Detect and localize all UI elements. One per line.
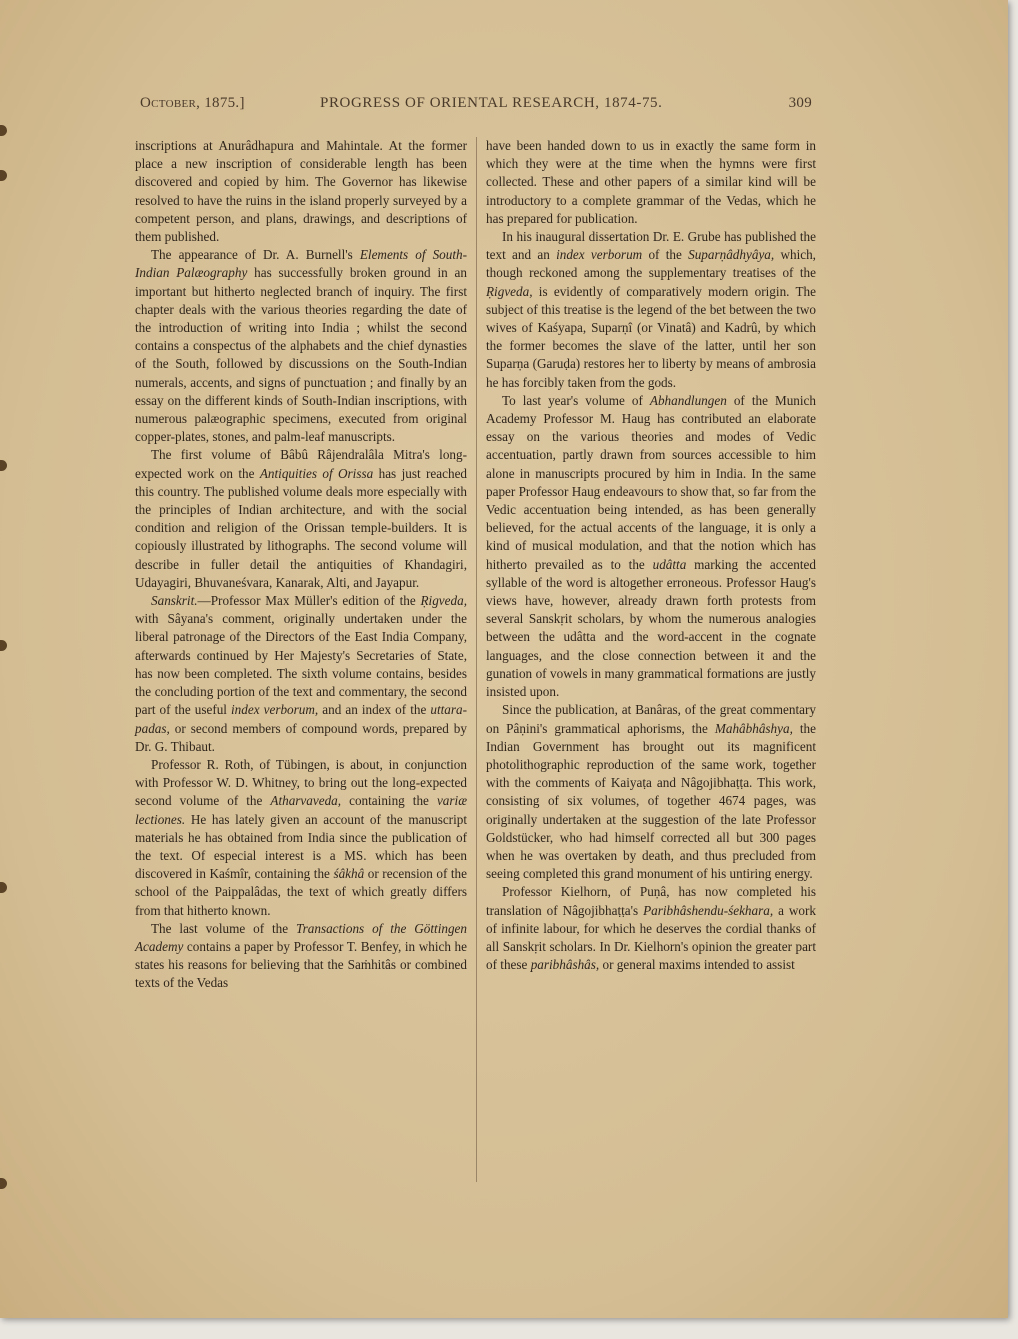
italic-text: Mahâbhâshya, — [714, 720, 793, 736]
italic-text: Ṛigveda, — [486, 283, 533, 299]
paragraph — [135, 137, 467, 246]
text-run: The first volume of Bâbû Râjendralâla Mitra's long-expected work on the — [135, 447, 467, 481]
binding-hole — [0, 640, 7, 651]
text-run: the Indian Government has brought out its magnificent photolithographic reproduction of the same work, together with the comments of Kaiyaṭa and Nâgojibhaṭṭa. This work, consisting of six volumes, of together 4674 pages, was originally undertaken at the suggestion of the late Professor Goldstücker, who had himself corrected all but 300 pages when he was overtaken by death, and thus precluded from seeing completed this grand monument of his untiring energy. — [486, 720, 816, 882]
italic-text: index verborum — [556, 247, 643, 263]
italic-text: udâtta — [652, 556, 687, 572]
text-run: containing the — [341, 793, 437, 809]
paragraph — [135, 756, 467, 920]
binding-hole — [0, 460, 7, 471]
italic-text: Elements of South-Indian Palæography — [135, 247, 468, 281]
italic-text: Sanskrit. — [151, 593, 198, 609]
text-run: inscriptions at Anurâdhapura and Mahintale. At the former place a new inscription of considerable length has been discovered and copied by him. The Governor has likewise resolved to have the ruins in the island properly surveyed by a competent person, and plans, drawings, and descriptions of them published. — [135, 138, 467, 245]
text-run: a work of infinite labour, for which he deserves the cordial thanks of all Sanskṛit scholars. In Dr. Kielhorn's opinion the greater part of these — [486, 902, 816, 973]
text-run: Professor Kielhorn, of Puṇâ, has now completed his translation of Nâgojibhaṭṭa's — [486, 884, 816, 918]
text-run: is evidently of comparatively modern origin. The subject of this treatise is the legend of the bet between the two wives of Kaśyapa, Suparṇî (or Vinatâ) and Kadrû, by which the former becomes the slave of the latter, until her son Suparṇa (Garuḍa) restores her to liberty by means of ambrosia he has forcibly taken from the gods. — [486, 283, 816, 390]
text-run: or second members of compound words, prepared by Dr. G. Thibaut. — [135, 720, 467, 754]
italic-text: index verborum, — [231, 702, 319, 718]
binding-hole — [0, 125, 7, 136]
text-run: which, though reckoned among the supplementary treatises of the — [486, 247, 816, 281]
text-run: and an index of the — [318, 702, 431, 718]
text-run: have been handed down to us in exactly the same form in which they were at the time when the hymns were first collected. These and other papers of a similar kind will be introductory to a complete grammar of the Vedas, which he has prepared for publication. — [486, 138, 816, 226]
italic-text: Antiquities of Orissa — [259, 465, 374, 481]
italic-text: śâkhâ — [333, 866, 365, 882]
text-run: with Sâyana's comment, originally undertaken under the liberal patronage of the Directors of the East India Company, afterwards continued by Her Majesty's Secretaries of State, has now been completed. The sixth volume contains, besides the concluding portion of the text and commentary, the second part of the useful — [135, 611, 467, 718]
header-title: PROGRESS OF ORIENTAL RESEARCH, 1874-75. — [320, 95, 663, 111]
header-date: October, 1875.] — [140, 95, 245, 111]
paragraph — [135, 446, 467, 592]
italic-text: Ṛigveda, — [420, 593, 467, 609]
paragraph — [486, 137, 816, 228]
text-run: Professor R. Roth, of Tübingen, is about, in conjunction with Professor W. D. Whitney, to bring out the long-expected second volume of the — [135, 756, 467, 809]
text-run: or recension of the school of the Paippalâdas, the text of which greatly differs from that hitherto known. — [135, 866, 467, 918]
text-run: He has lately given an account of the manuscript materials he has obtained from India since the publication of the text. Of especial interest is a MS. which has been discovered in Kaśmîr, containing the — [135, 811, 467, 882]
paragraph — [486, 392, 816, 701]
italic-text: Transactions of the Göttingen Academy — [135, 920, 468, 954]
italic-text: Suparṇâdhyâya, — [688, 247, 775, 263]
right-column — [486, 137, 816, 974]
page-number: 309 — [788, 95, 812, 111]
text-run: marking the accented syllable of the word is altogether erroneous. Professor Haug's views have, however, already drawn forth protests from several Sanskṛit scholars, by whom the numerous analogies between the udâtta and the word-accent in the cognate languages, and the close connection between it and the gunation of vowels in many grammatical formations are justly insisted upon. — [486, 556, 816, 700]
text-run: of the — [642, 247, 689, 263]
text-run: or general maxims intended to assist — [599, 957, 795, 973]
italic-text: Atharvaveda, — [270, 793, 342, 809]
text-run: has just reached this country. The published volume deals more especially with the principles of Indian architecture, and with the social condition and religion of the Orissan temple-builders. It is copiously illustrated by lithographs. The second volume will describe in fuller detail the antiquities of Khandagiri, Udayagiri, Bhuvaneśvara, Kanarak, Alti, and Jayapur. — [135, 465, 468, 590]
text-run: The last volume of the — [151, 920, 297, 936]
italic-text: paribhâshâs, — [530, 957, 600, 973]
binding-hole — [0, 882, 7, 893]
italic-text: variæ lectiones. — [135, 793, 467, 827]
italic-text: Abhandlungen — [649, 392, 727, 408]
italic-text: Paribhâshendu-śekhara, — [643, 902, 774, 918]
text-run: has successfully broken ground in an important but hitherto neglected branch of inquiry. The first chapter deals with the various theories regarding the date of the introduction of writing into India ; whilst the second contains a conspectus of the alphabets and the chief dynasties of the South, followed by discussions on the South-Indian numerals, accents, and signs of punctuation ; and finally by an essay on the different kinds of South-Indian inscriptions, with numerous palæographic specimens, executed from original copper-plates, stones, and palm-leaf manuscripts. — [135, 265, 467, 445]
column-rule — [476, 137, 477, 1182]
paragraph — [135, 246, 467, 446]
binding-hole — [0, 1178, 7, 1189]
text-run: Since the publication, at Banâras, of the great commentary on Pâṇini's grammatical aphorisms, the — [486, 702, 816, 736]
text-run: To last year's volume of — [502, 392, 650, 408]
paragraph — [135, 920, 467, 993]
paragraph — [486, 228, 816, 392]
paragraph — [135, 592, 467, 756]
text-run: The appearance of Dr. A. Burnell's — [151, 247, 360, 263]
italic-text: uttara-padas, — [135, 702, 467, 736]
left-column — [135, 137, 467, 993]
text-run: —Professor Max Müller's edition of the — [197, 593, 421, 609]
paragraph — [486, 701, 816, 883]
binding-hole — [0, 170, 7, 181]
paragraph — [486, 883, 816, 974]
text-run: of the Munich Academy Professor M. Haug has contributed an elaborate essay on the various theories and modes of Vedic accentuation, partly drawn from sources accessible to him alone in manuscripts procured by him in India. In the same paper Professor Haug endeavours to show that, so far from the Vedic accentuation being intended, as has been generally believed, for the actual accents of the language, it is only a kind of musical modulation, and that the notion which has hitherto prevailed as to the — [486, 392, 816, 572]
text-run: contains a paper by Professor T. Benfey, in which he states his reasons for believing that the Saṁhitâs or combined texts of the Vedas — [135, 938, 467, 991]
text-run: In his inaugural dissertation Dr. E. Grube has published the text and an — [486, 229, 816, 263]
